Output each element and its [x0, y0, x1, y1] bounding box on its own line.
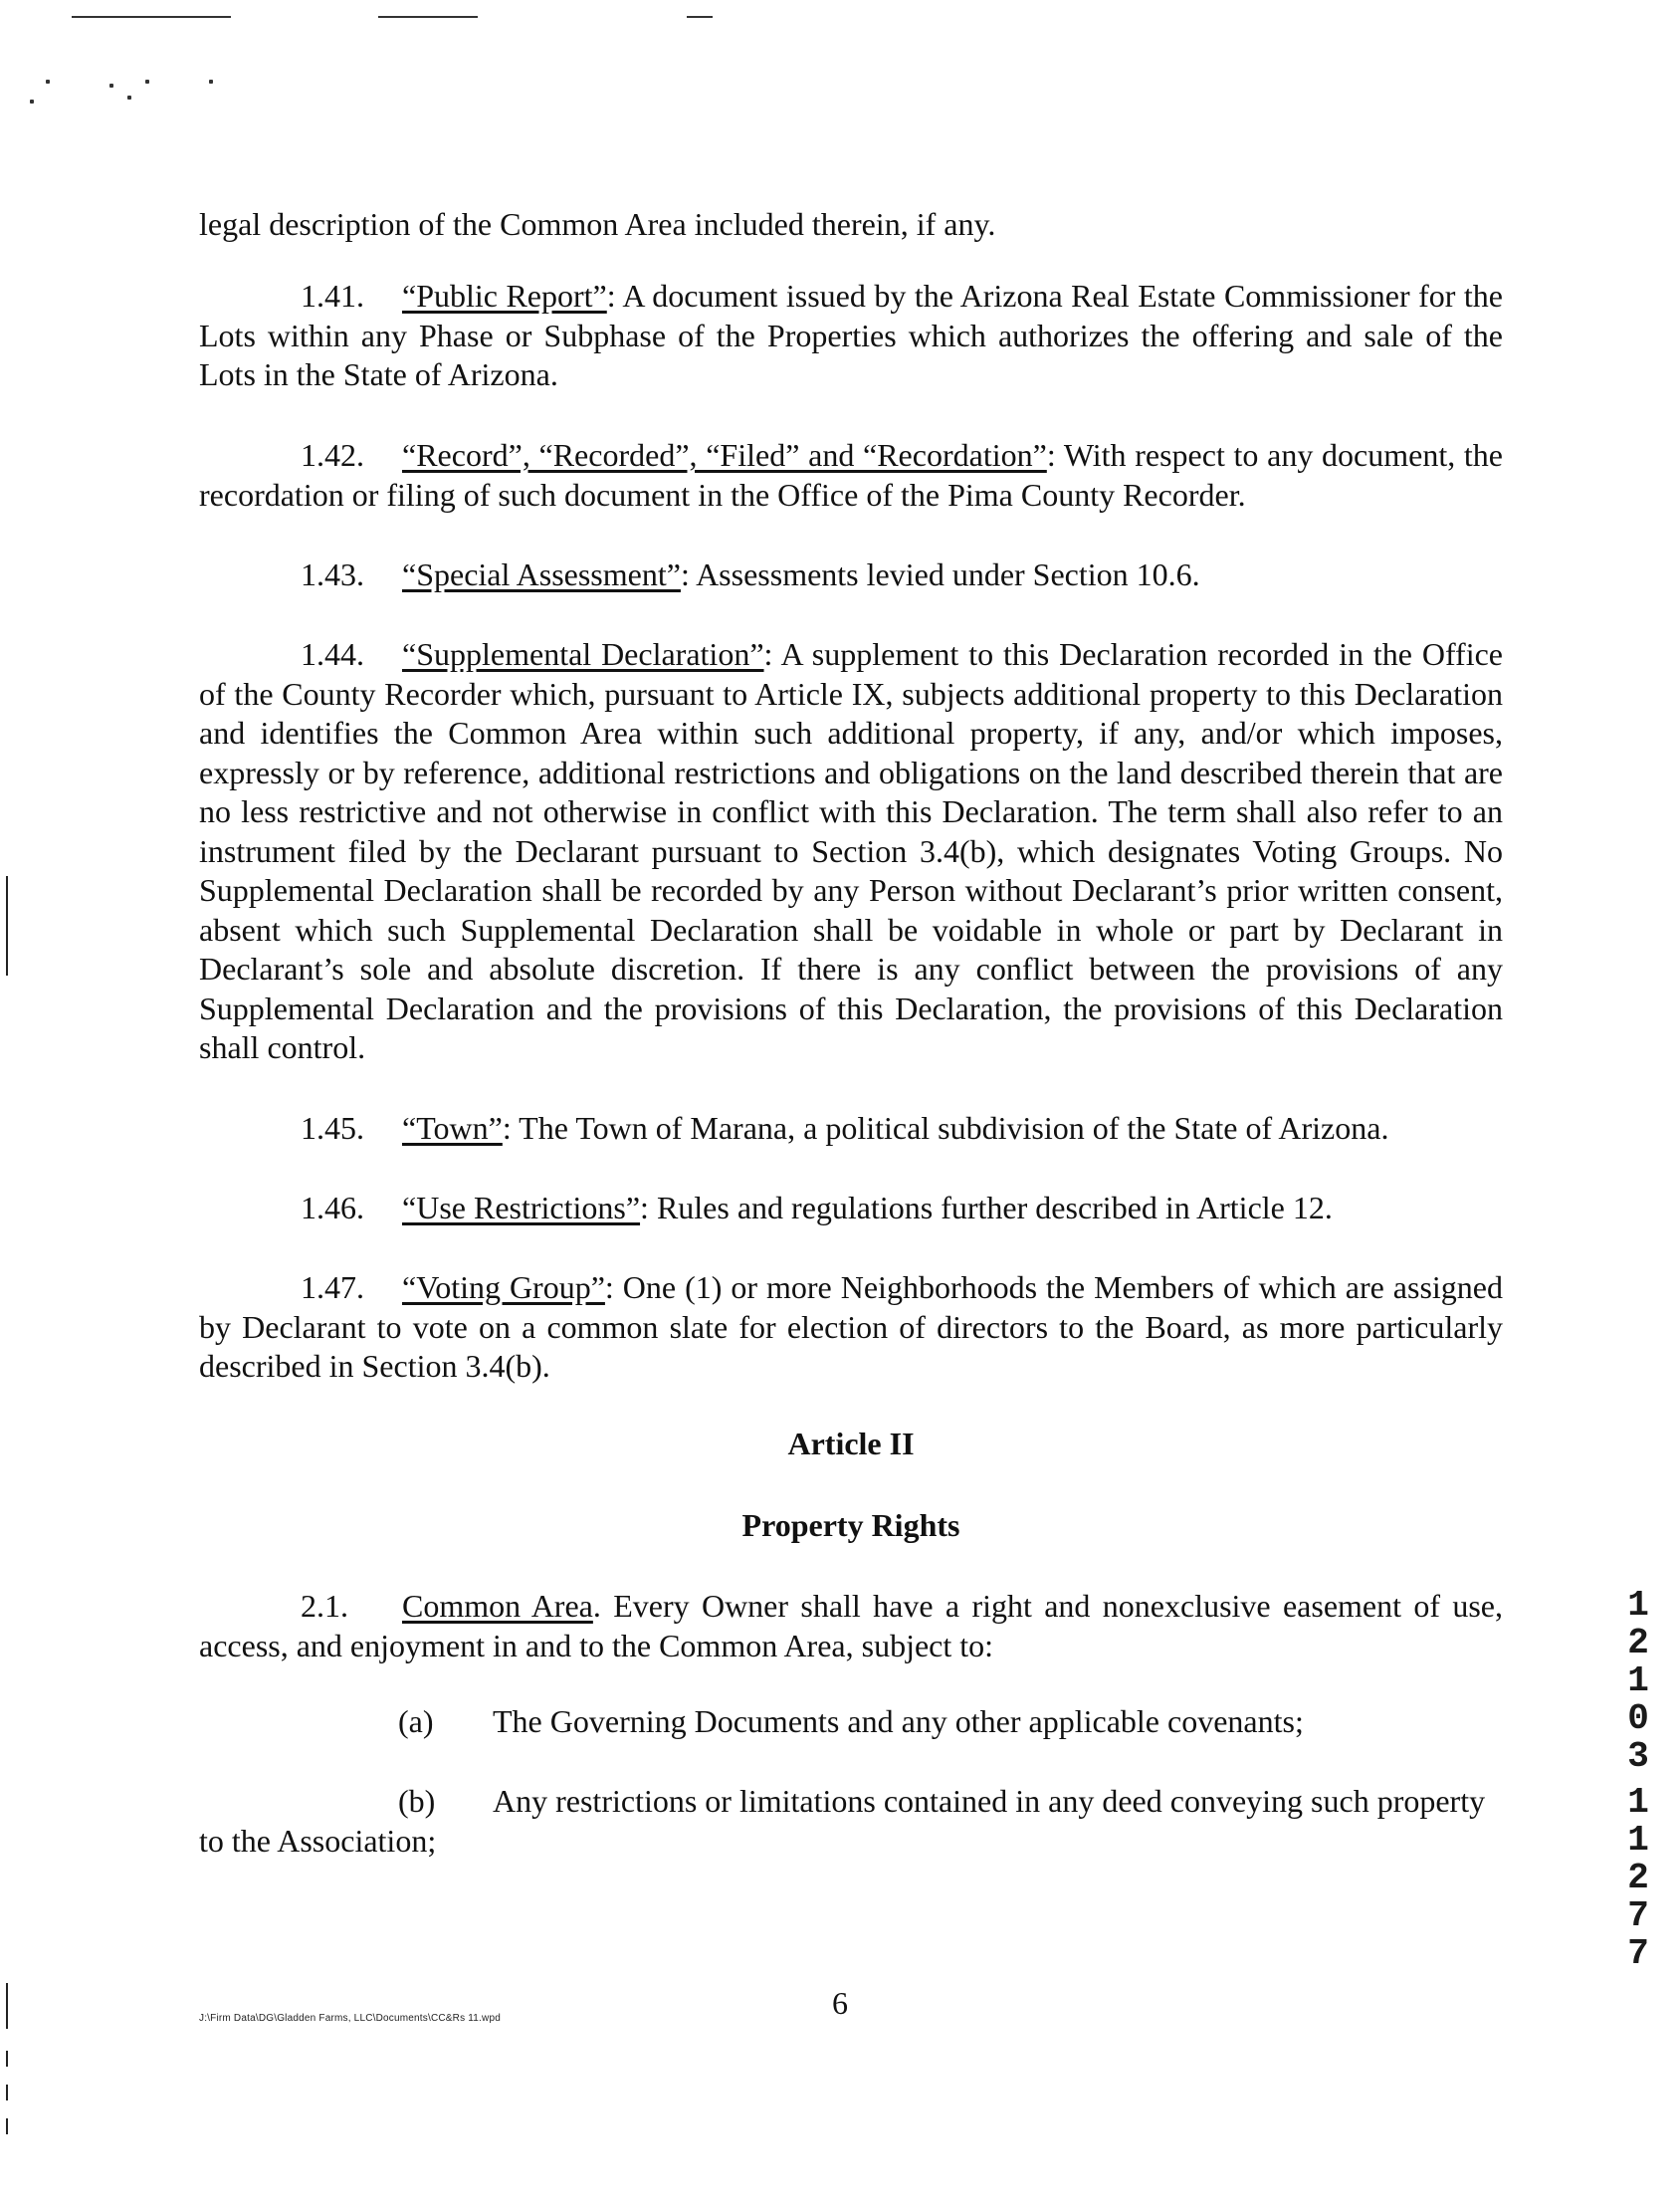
definition-number: 1.43. — [301, 556, 364, 592]
definition-term: “Supplemental Declaration” — [402, 636, 764, 672]
scan-artifact-speck — [109, 84, 113, 88]
definition-number: 1.46. — [301, 1190, 364, 1225]
article-label: Article II — [787, 1426, 915, 1461]
scan-artifact-rule — [72, 16, 231, 18]
scan-artifact-margin-line — [6, 1983, 8, 2029]
sub-item-label: (b) — [398, 1783, 436, 1819]
scan-artifact-rule — [378, 16, 478, 18]
stamp-digit: 0 — [1627, 1698, 1649, 1739]
scan-artifact-speck — [46, 80, 50, 84]
sub-item-label: (a) — [398, 1703, 434, 1739]
sub-item-b-continuation: to the Association; — [199, 1823, 437, 1859]
stamp-digit: 7 — [1627, 1895, 1649, 1936]
definition-text: : Rules and regulations further described in Article 12. — [640, 1190, 1333, 1225]
definition-1-44 — [199, 635, 1503, 1068]
definition-number: 1.45. — [301, 1110, 364, 1146]
section-text: . Every Owner shall have a right and nonexclusive easement of use, access, and enjoyment in and to the Common Area, subject to: — [199, 1588, 1504, 1663]
definition-text: : One (1) or more Neighborhoods the Members of which are assigned by Declarant to vote on a common slate for election of directors to the Board, as more particularly described in Section 3.4(b). — [199, 1269, 1504, 1384]
definition-term: “Voting Group” — [402, 1269, 605, 1305]
definition-1-42 — [199, 436, 1503, 515]
definition-term: “Special Assessment” — [402, 556, 681, 592]
sub-item-a — [199, 1702, 1503, 1742]
definition-text: : Assessments levied under Section 10.6. — [680, 556, 1200, 592]
definition-number: 1.41. — [301, 278, 364, 314]
scan-artifact-speck — [145, 80, 149, 84]
definition-text: : With respect to any document, the recordation or filing of such document in the Office of the Pima County Recorder. — [199, 437, 1504, 513]
definition-number: 1.47. — [301, 1269, 364, 1305]
sub-item-b — [199, 1782, 1503, 1822]
definition-number: 1.42. — [301, 437, 364, 473]
scan-artifact-margin-line — [6, 876, 8, 976]
definition-text: : The Town of Marana, a political subdivision of the State of Arizona. — [502, 1110, 1389, 1146]
stamp-digit: 1 — [1627, 1820, 1649, 1861]
definition-term: “Record”, “Recorded”, “Filed” and “Recordation” — [402, 437, 1047, 473]
scan-artifact-speck — [209, 80, 213, 84]
recording-stamp-bottom — [1620, 1784, 1656, 1973]
definition-1-46 — [199, 1189, 1503, 1228]
definition-text: : A document issued by the Arizona Real Estate Commissioner for the Lots within any Phase or Subphase of the Properties which authorizes the offering and sale of the Lots in the State of Arizona. — [199, 278, 1504, 392]
scan-artifact-rule — [687, 16, 713, 18]
scan-artifact-margin-dash — [6, 2118, 8, 2134]
definition-1-47 — [199, 1268, 1503, 1387]
sub-item-text: The Governing Documents and any other applicable covenants; — [493, 1703, 1304, 1739]
definition-term: “Town” — [402, 1110, 503, 1146]
page-number: 6 — [832, 1985, 848, 2021]
scan-artifact-margin-dash — [6, 2051, 8, 2067]
section-number: 2.1. — [301, 1588, 348, 1624]
stamp-digit: 1 — [1627, 1585, 1649, 1626]
stamp-digit: 7 — [1627, 1933, 1649, 1974]
definition-1-45 — [199, 1109, 1503, 1149]
definition-number: 1.44. — [301, 636, 364, 672]
scan-artifact-margin-dash — [6, 2085, 8, 2100]
definition-term: “Use Restrictions” — [402, 1190, 641, 1225]
stamp-digit: 1 — [1627, 1660, 1649, 1701]
stamp-digit: 2 — [1627, 1858, 1649, 1898]
article-title: Property Rights — [741, 1507, 960, 1543]
scan-artifact-speck — [30, 100, 34, 104]
definition-term: “Public Report” — [402, 278, 607, 314]
recording-stamp-top — [1620, 1587, 1656, 1776]
definition-1-41 — [199, 277, 1503, 395]
stamp-digit: 2 — [1627, 1623, 1649, 1663]
stamp-digit: 3 — [1627, 1736, 1649, 1777]
continuation-text: legal description of the Common Area included therein, if any. — [199, 206, 996, 242]
footer-file-path: J:\Firm Data\DG\Gladden Farms, LLC\Documents\CC&Rs 11.wpd — [199, 2013, 501, 2024]
section-2-1 — [199, 1587, 1503, 1665]
stamp-digit: 1 — [1627, 1782, 1649, 1823]
sub-item-text: Any restrictions or limitations contained in any deed conveying such property — [493, 1783, 1486, 1819]
definition-1-43 — [199, 555, 1503, 595]
definition-text: : A supplement to this Declaration recorded in the Office of the County Recorder which, pursuant to Article IX, subjects additional property to this Declaration and identifies the Common Area within such additional property, if any, and/or which imposes, expressly or by reference, additional restrictions and obligations on the land described therein that are no less restrictive and not otherwise in conflict with this Declaration. The term shall also refer to an instrument filed by the Declarant pursuant to Section 3.4(b), which designates Voting Groups. No Supplemental Declaration shall be recorded by any Person without Declarant’s prior written consent, absent which such Supplemental Declaration shall be voidable in whole or part by Declarant in Declarant’s sole and absolute discretion. If there is any conflict between the provisions of any Supplemental Declaration and the provisions of this Declaration, the provisions of this Declaration shall control. — [199, 636, 1504, 1065]
scan-artifact-speck — [127, 96, 131, 100]
section-term: Common Area — [402, 1588, 593, 1624]
